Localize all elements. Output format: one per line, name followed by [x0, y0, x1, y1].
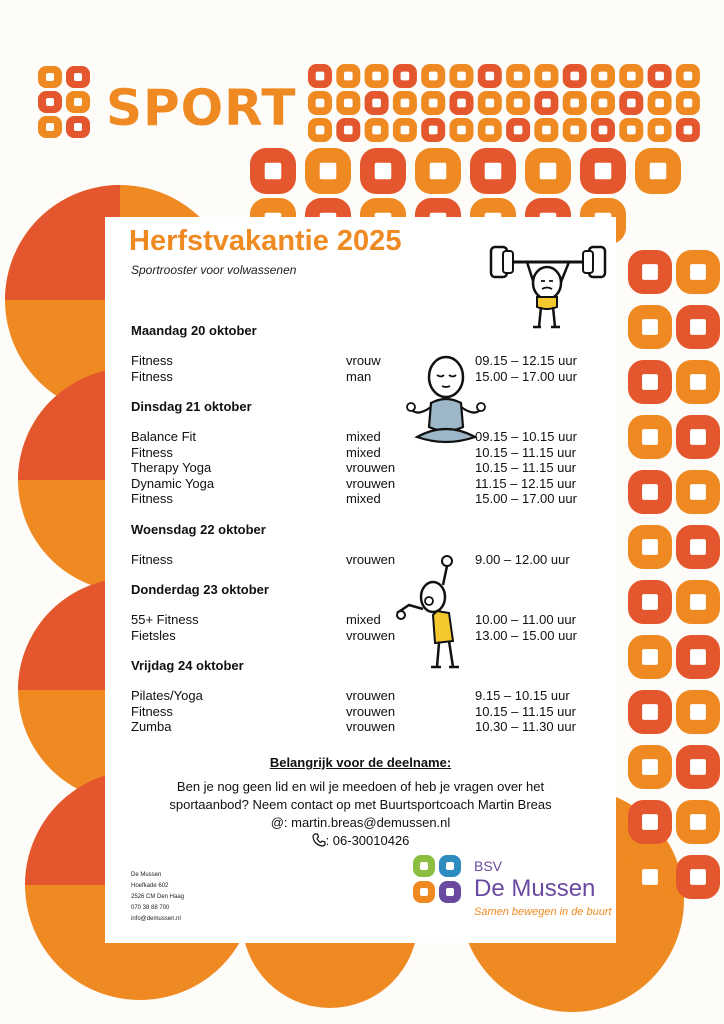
decorative-tile [676, 64, 700, 88]
decorative-tile [619, 64, 643, 88]
notice-heading: Belangrijk voor de deelname: [269, 755, 452, 770]
activity-cell: Fitness [131, 444, 173, 460]
contact-phone [105, 833, 616, 850]
decorative-tile [563, 91, 587, 115]
activity-cell: Dynamic Yoga [131, 475, 215, 491]
day-heading: Woensdag 22 oktober [131, 521, 266, 537]
sport-logo-tiles [38, 66, 90, 138]
page-subtitle: Sportrooster voor volwassenen [131, 263, 297, 277]
decorative-tile [506, 64, 530, 88]
address-email: info@demussen.nl [131, 916, 181, 922]
decorative-tile [676, 305, 720, 349]
time-cell: 11.15 – 12.15 uur [475, 475, 576, 491]
decorative-tile [470, 148, 516, 194]
decorative-tile [534, 64, 558, 88]
decorative-tile [628, 800, 672, 844]
decorative-tile [563, 64, 587, 88]
decorative-tile [393, 64, 417, 88]
decorative-tile [676, 580, 720, 624]
logo-tile [66, 91, 90, 113]
group-cell: vrouwen [346, 627, 396, 643]
contact-email: @: martin.breas@demussen.nl [270, 815, 451, 830]
time-cell: 13.00 – 15.00 uur [475, 627, 577, 643]
decorative-tile [648, 91, 672, 115]
decorative-tile [534, 118, 558, 142]
decorative-tile [676, 415, 720, 459]
activity-cell: Balance Fit [131, 429, 197, 444]
decorative-tile [415, 148, 461, 194]
time-cell: 09.15 – 10.15 uur [475, 429, 577, 444]
decorative-tile [360, 148, 406, 194]
page-title: Herfstvakantie 2025 [129, 225, 402, 257]
address-street: Hoefkade 602 [131, 883, 169, 889]
decorative-tile [336, 64, 360, 88]
address-phone: 070 38 88 700 [131, 905, 170, 911]
time-cell: 10.30 – 11.30 uur [475, 719, 576, 734]
decorative-tile [525, 148, 571, 194]
sport-heading: SPORT [106, 79, 297, 137]
decorative-tile [628, 250, 672, 294]
logo-tile [66, 66, 90, 88]
group-cell: vrouwen [346, 719, 396, 734]
activity-cell: Pilates/Yoga [131, 688, 203, 703]
decorative-tile [534, 91, 558, 115]
decorative-tile [421, 118, 445, 142]
decorative-tile [676, 635, 720, 679]
group-cell: mixed [346, 491, 381, 506]
activity-cell: 55+ Fitness [131, 612, 199, 627]
decorative-tile [506, 118, 530, 142]
decorative-tile [619, 91, 643, 115]
logo-tile [38, 116, 62, 138]
decorative-tile [421, 91, 445, 115]
decorative-tile [676, 855, 720, 899]
decorative-tile [628, 305, 672, 349]
decorative-tile [676, 800, 720, 844]
decorative-tile [648, 64, 672, 88]
group-cell: mixed [346, 444, 381, 460]
day-heading: Vrijdag 24 oktober [131, 658, 244, 673]
decorative-tile [308, 118, 332, 142]
decorative-tile [628, 580, 672, 624]
time-cell: 10.00 – 11.00 uur [475, 612, 576, 627]
decorative-tile [676, 745, 720, 789]
decorative-tile [450, 64, 474, 88]
day-heading: Maandag 20 oktober [131, 323, 257, 338]
decorative-tile [250, 148, 296, 194]
time-cell: 10.15 – 11.15 uur [475, 460, 576, 475]
logo-tagline: Samen bewegen in de buurt [474, 906, 612, 918]
decorative-tile [676, 690, 720, 734]
activity-cell: Therapy Yoga [131, 460, 212, 475]
decorative-tile [336, 91, 360, 115]
logo-tile [66, 116, 90, 138]
stretching-person-illustration [389, 553, 473, 673]
decorative-tile [365, 118, 389, 142]
decorative-tile [676, 250, 720, 294]
decorative-tile [591, 118, 615, 142]
decorative-tile [648, 118, 672, 142]
day-heading: Donderdag 23 oktober [131, 582, 269, 597]
decorative-tile [676, 91, 700, 115]
activity-cell: Fitness [131, 491, 173, 506]
decorative-tile [393, 118, 417, 142]
decorative-tile [635, 148, 681, 194]
logo-tile [38, 66, 62, 88]
group-cell: vrouw [346, 353, 381, 368]
group-cell: man [346, 368, 372, 384]
decorative-tile [450, 118, 474, 142]
decorative-tile [478, 64, 502, 88]
address-name: De Mussen [131, 872, 162, 878]
group-cell: mixed [346, 612, 381, 627]
decorative-tile [308, 64, 332, 88]
decorative-tile [393, 91, 417, 115]
decorative-tile [591, 64, 615, 88]
decorative-tile [628, 745, 672, 789]
decorative-tile [591, 91, 615, 115]
decorative-tile [336, 118, 360, 142]
activity-cell: Fitness [131, 703, 173, 719]
decorative-tile [676, 118, 700, 142]
decorative-tile [628, 470, 672, 514]
decorative-tile [628, 525, 672, 569]
decorative-tile [365, 91, 389, 115]
decorative-tile [628, 360, 672, 404]
group-cell: vrouwen [346, 475, 396, 491]
group-cell: vrouwen [346, 551, 396, 567]
decorative-tile [563, 118, 587, 142]
time-cell: 9.15 – 10.15 uur [475, 688, 570, 703]
decorative-tile [365, 64, 389, 88]
activity-cell: Fitness [131, 353, 173, 368]
time-cell: 15.00 – 17.00 uur [475, 368, 577, 384]
logo-name: De Mussen [474, 875, 596, 902]
logo-bsv: BSV [474, 858, 503, 874]
address-city: 2526 CM Den Haag [131, 894, 185, 900]
group-cell: vrouwen [346, 688, 396, 703]
decorative-tile [478, 91, 502, 115]
time-cell: 10.15 – 11.15 uur [475, 703, 576, 719]
group-cell: vrouwen [346, 703, 396, 719]
decorative-tile [308, 91, 332, 115]
decorative-tile [506, 91, 530, 115]
decorative-tile [676, 360, 720, 404]
decorative-tile [421, 64, 445, 88]
decorative-tile [305, 148, 351, 194]
activity-cell: Fitness [131, 551, 173, 567]
time-cell: 15.00 – 17.00 uur [475, 491, 577, 506]
time-cell: 10.15 – 11.15 uur [475, 444, 576, 460]
decorative-tile [628, 855, 672, 899]
activity-cell: Zumba [131, 719, 172, 734]
schedule-card [105, 217, 616, 943]
decorative-tile [628, 635, 672, 679]
group-cell: vrouwen [346, 460, 396, 475]
notice-text-line-2: sportaanbod? Neem contact op met Buurtsportcoach Martin Breas [169, 797, 552, 812]
weightlifter-illustration [487, 231, 609, 331]
decorative-tile [580, 148, 626, 194]
phone-icon [312, 833, 326, 850]
decorative-tile [478, 118, 502, 142]
group-cell: mixed [346, 429, 381, 444]
activity-cell: Fitness [131, 368, 173, 384]
logo-tile [38, 91, 62, 113]
day-heading: Dinsdag 21 oktober [131, 399, 252, 414]
time-cell: 09.15 – 12.15 uur [475, 353, 577, 368]
decorative-tile [450, 91, 474, 115]
contact-phone-number: : 06-30010426 [325, 833, 410, 848]
bsv-logo-icon [411, 853, 467, 905]
decorative-tile [676, 470, 720, 514]
decorative-tile [619, 118, 643, 142]
notice-text-line-1: Ben je nog geen lid en wil je meedoen of heb je vragen over het [176, 779, 545, 794]
decorative-tile [628, 690, 672, 734]
activity-cell: Fietsles [131, 627, 176, 643]
decorative-tile [676, 525, 720, 569]
decorative-tile [628, 415, 672, 459]
time-cell: 9.00 – 12.00 uur [475, 551, 570, 567]
